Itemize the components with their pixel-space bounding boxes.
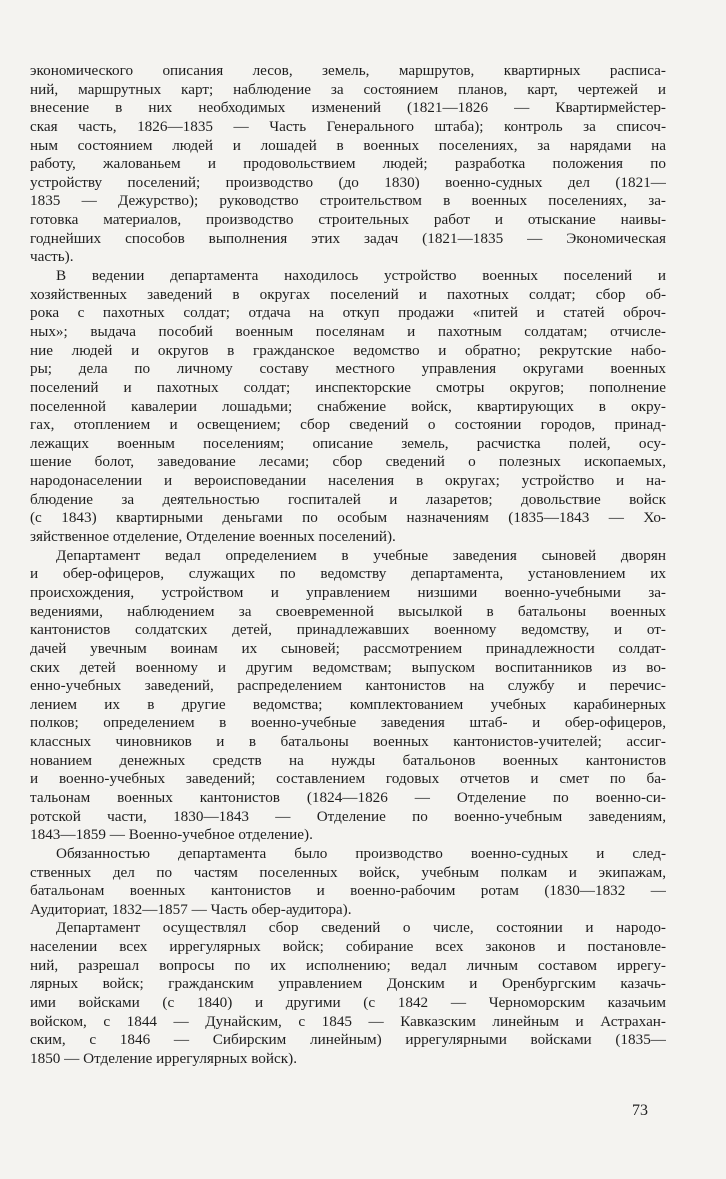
text-line: лением их в другие ведомства; комплектованием учебных карабинерных <box>30 695 666 713</box>
paragraph-4 <box>30 845 666 920</box>
text-line: рока с пахотных солдат; отдача на откуп продажи «питей и статей оброч- <box>30 304 666 322</box>
paragraph-1 <box>30 62 666 267</box>
text-line: ственных дел по частям поселенных войск, учебным полкам и экипажам, <box>30 863 666 881</box>
text-line: ным состоянием людей и лошадей в военных поселениях, за нарядами на <box>30 136 666 154</box>
text-line: ры; дела по личному составу местного управления округами военных <box>30 360 666 378</box>
text-line: нованием денежных средств на нужды батальонов военных кантонистов <box>30 751 666 769</box>
text-line: ских детей военному и другим ведомствам; выпуском воспитанников из во- <box>30 658 666 676</box>
text-line: населении всех иррегулярных войск; собирание всех законов и постановле- <box>30 938 666 956</box>
text-line: поселений и пахотных солдат; инспекторские смотры округов; пополнение <box>30 378 666 396</box>
text-line: дачей увечным воинам их сыновей; рассмотрением принадлежности солдат- <box>30 639 666 657</box>
text-line: Департамент осуществлял сбор сведений о числе, состоянии и народо- <box>56 919 666 937</box>
text-line: экономического описания лесов, земель, маршрутов, квартирных расписа- <box>30 62 666 79</box>
text-line: В ведении департамента находилось устройство военных поселений и <box>56 267 666 285</box>
text-line: войском, с 1844 — Дунайским, с 1845 — Кавказским линейным и Астрахан- <box>30 1012 666 1030</box>
text-line: ротской части, 1830—1843 — Отделение по военно-учебным заведениям, <box>30 807 666 825</box>
text-line: годнейших способов выполнения этих задач (1821—1835 — Экономическая <box>30 229 666 247</box>
text-line: классных чиновников и в батальоны военных кантонистов-учителей; ассиг- <box>30 733 666 751</box>
text-line: зяйственное отделение, Отделение военных поселений). <box>30 528 396 546</box>
text-line: готовка материалов, производство строительных работ и отыскание наивы- <box>30 211 666 229</box>
text-line: лежащих военным поселениям; описание земель, расчистка полей, осу- <box>30 434 666 452</box>
text-line: и обер-офицеров, служащих по ведомству департамента, установлением их <box>30 565 666 583</box>
text-line: 1850 — Отделение иррегулярных войск). <box>30 1049 297 1067</box>
paragraph-3 <box>30 547 666 845</box>
text-line: устройству поселений; производство (до 1830) военно-судных дел (1821— <box>30 173 666 191</box>
text-line: ская часть, 1826—1835 — Часть Генерального штаба); контроль за списоч- <box>30 117 666 135</box>
text-line: работу, жалованьем и продовольствием людей; разработка положения по <box>30 155 666 173</box>
paragraph-2 <box>30 267 666 547</box>
text-line: лярных войск; гражданским управлением Донским и Оренбургским казачь- <box>30 975 666 993</box>
text-line: гах, отоплением и освещением; сбор сведений о состоянии городов, принад- <box>30 416 666 434</box>
text-line: кантонистов солдатских детей, принадлежавших военному ведомству, и от- <box>30 621 666 639</box>
text-line: 1843—1859 — Военно-учебное отделение). <box>30 826 313 844</box>
text-line: поселенной кавалерии лошадьми; снабжение войск, квартирующих в окру- <box>30 397 666 415</box>
text-line: внесение в них необходимых изменений (1821—1826 — Квартирмейстер- <box>30 99 666 117</box>
text-line: народонаселении и вероисповедании населения в округах; устройство и на- <box>30 472 666 490</box>
text-line: Аудиториат, 1832—1857 — Часть обер-аудитора). <box>30 900 352 918</box>
page-number: 73 <box>632 1102 648 1119</box>
text-line: ским, с 1846 — Сибирским линейным) иррегулярными войсками (1835— <box>30 1031 666 1049</box>
paragraph-5 <box>30 919 666 1068</box>
text-line: хозяйственных заведений в округах поселений и пахотных солдат; сбор об- <box>30 285 666 303</box>
text-line: часть). <box>30 248 74 266</box>
text-line: блюдение за деятельностью госпиталей и лазаретов; довольствие войск <box>30 490 666 508</box>
text-line: енно-учебных заведений, распределением кантонистов на службу и перечис- <box>30 677 666 695</box>
text-line: батальонам военных кантонистов и военно-рабочим ротам (1830—1832 — <box>30 882 666 900</box>
text-line: (с 1843) квартирными деньгами по особым назначениям (1835—1843 — Хо- <box>30 509 666 527</box>
text-line: Департамент ведал определением в учебные заведения сыновей дворян <box>56 546 666 564</box>
text-line: происхождения, устройством и управлением низшими военно-учебными за- <box>30 583 666 601</box>
text-line: ведениями, наблюдением за своевременной высылкой в батальоны военных <box>30 602 666 620</box>
document-body <box>30 62 666 1069</box>
text-line: ных»; выдача пособий военным поселянам и пахотным солдатам; отчисле- <box>30 322 666 340</box>
text-line: и военно-учебных заведений; составлением годовых отчетов и смет по ба- <box>30 770 666 788</box>
text-line: шение болот, заведование лесами; сбор сведений о полезных ископаемых, <box>30 453 666 471</box>
text-line: ний, разрешал вопросы по их исполнению; ведал личным составом иррегу- <box>30 956 666 974</box>
text-line: тальонам военных кантонистов (1824—1826 — Отделение по военно-си- <box>30 788 666 806</box>
text-line: полков; определением в военно-учебные заведения штаб- и обер-офицеров, <box>30 714 666 732</box>
text-line: ими войсками (с 1840) и другими (с 1842 — Черноморским казачьим <box>30 994 666 1012</box>
text-line: ний, маршрутных карт; наблюдение за состоянием планов, карт, чертежей и <box>30 80 666 98</box>
text-line: 1835 — Дежурство); руководство строительством в военных поселениях, за- <box>30 192 666 210</box>
text-line: ние людей и округов в гражданское ведомство и обратно; рекрутские набо- <box>30 341 666 359</box>
text-line: Обязанностью департамента было производство военно-судных и след- <box>56 844 666 862</box>
